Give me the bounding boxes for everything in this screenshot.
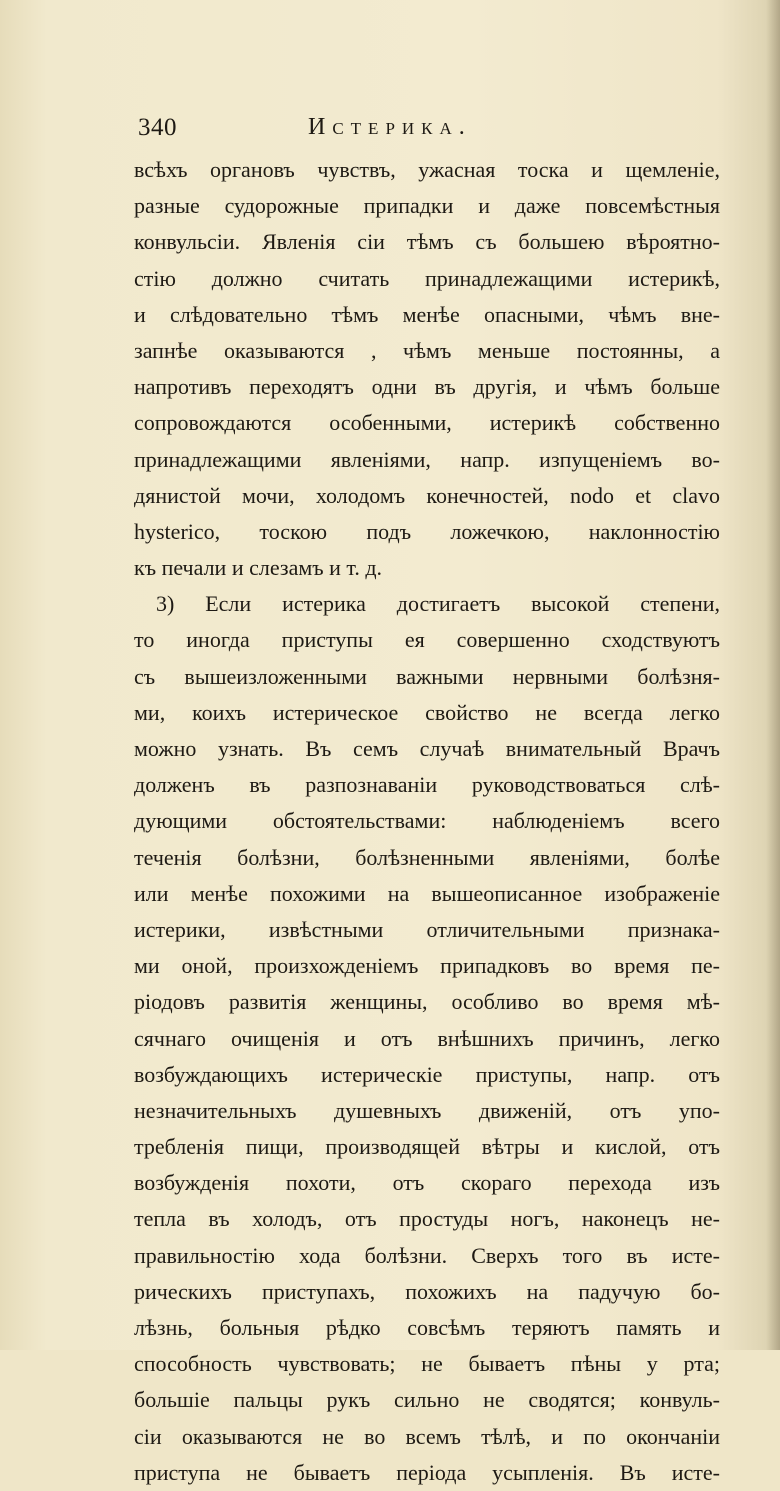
page-edge-shadow — [766, 0, 780, 1350]
text-line: всѣхъ органовъ чувствъ, ужасная тоска и щемленіе, — [134, 157, 720, 182]
page-number: 340 — [138, 114, 177, 141]
text-line: лѣзнь, больныя рѣдко совсѣмъ теряютъ память и — [134, 1315, 720, 1340]
text-line: ріодовъ развитія женщины, особливо во время мѣ- — [134, 989, 720, 1015]
text-line: тепла въ холодъ, отъ простуды ногъ, наконецъ не- — [134, 1206, 720, 1232]
text-line: дующими обстоятельствами: наблюденіемъ всего — [134, 808, 720, 834]
text-line: способность чувствовать; не бываетъ пѣны у рта; — [134, 1351, 720, 1377]
text-line: принадлежащими явленіями, напр. изпущеніемъ во- — [134, 446, 720, 472]
text-line: конвульсіи. Явленія сіи тѣмъ съ большею вѣроятно- — [134, 229, 720, 255]
text-line: напротивъ переходятъ одни въ другія, и чѣмъ больше — [134, 374, 720, 400]
text-line: съ вышеизложенными важными нервными болѣзня- — [134, 663, 720, 689]
text-line: возбуждающихъ истерическіе приступы, напр. отъ — [134, 1061, 720, 1087]
text-line: hysterico, тоскою подъ ложечкою, наклонностію — [134, 518, 720, 544]
text-line: незначительныхъ душевныхъ движеній, отъ упо- — [134, 1097, 720, 1123]
text-line: большіе пальцы рукъ сильно не сводятся; конвуль- — [134, 1387, 720, 1413]
text-line: требленія пищи, производящей вѣтры и кислой, отъ — [134, 1134, 720, 1160]
text-line: возбужденія похоти, отъ скораго перехода изъ — [134, 1170, 720, 1196]
text-line: теченія болѣзни, болѣзненными явленіями, болѣе — [134, 844, 720, 870]
text-line: сіи оказываются не во всемъ тѣлѣ, и по окончаніи — [134, 1423, 720, 1449]
body-text — [134, 152, 720, 1491]
text-line: приступа не бываетъ періода усыпленія. Въ исте- — [134, 1459, 720, 1485]
text-line: то иногда приступы ея совершенно сходствуютъ — [134, 627, 720, 653]
text-line: ми, коихъ истерическое свойство не всегда легко — [134, 699, 720, 725]
text-line: рическихъ приступахъ, похожихъ на падучую бо- — [134, 1278, 720, 1304]
running-title: Истерика. — [308, 114, 472, 140]
text-line: сопровождаются особенными, истерикѣ собственно — [134, 410, 720, 436]
text-line: и слѣдовательно тѣмъ менѣе опасными, чѣмъ вне- — [134, 301, 720, 327]
text-line: долженъ въ разпознаваніи руководствоваться слѣ- — [134, 772, 720, 798]
text-line: дянистой мочи, холодомъ конечностей, nodo et clavo — [134, 482, 720, 508]
text-line: ми оной, произхожденіемъ припадковъ во время пе- — [134, 953, 720, 979]
text-line: запнѣе оказываются , чѣмъ меньше постоянны, а — [134, 337, 720, 363]
text-line: истерики, извѣстными отличительными признака- — [134, 916, 720, 942]
text-line: 3) Если истерика достигаетъ высокой степени, — [156, 591, 720, 617]
text-line: правильностію хода болѣзни. Сверхъ того въ исте- — [134, 1242, 720, 1268]
text-line: стію должно считать принадлежащими истерикѣ, — [134, 265, 720, 291]
text-line: можно узнать. Въ семъ случаѣ внимательный Врачъ — [134, 736, 720, 761]
text-line: разные судорожные припадки и даже повсемѣстныя — [134, 193, 720, 219]
text-line: сячнаго очищенія и отъ внѣшнихъ причинъ, легко — [134, 1025, 720, 1051]
page-header — [138, 114, 718, 150]
text-line: къ печали и слезамъ и т. д. — [134, 555, 383, 581]
text-line: или менѣе похожими на вышеописанное изображеніе — [134, 880, 720, 906]
